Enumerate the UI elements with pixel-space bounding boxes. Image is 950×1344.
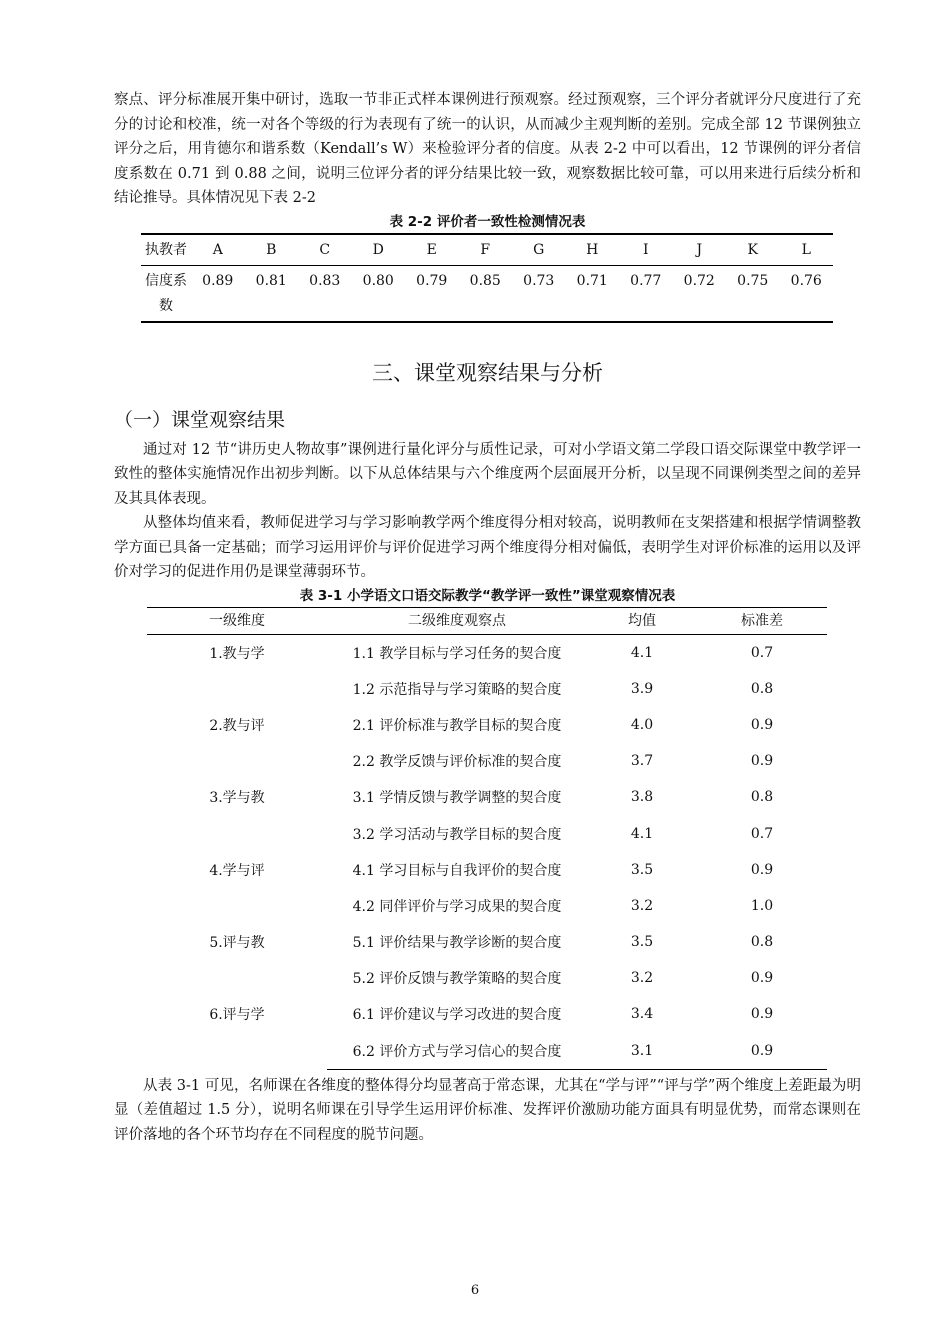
table-row (147, 852, 827, 888)
subsection-title: （一）课堂观察结果 (114, 408, 286, 431)
teacher-cell: J (673, 234, 727, 266)
coefficient-cell: 0.83 (298, 265, 352, 322)
coefficient-cell: 0.85 (459, 265, 513, 322)
teacher-cell: H (566, 234, 620, 266)
teacher-cell: E (405, 234, 459, 266)
table-row (141, 234, 833, 266)
std-dev-cell: 0.8 (750, 934, 774, 951)
teacher-cell: K (726, 234, 780, 266)
table-3-1 (147, 607, 827, 1070)
observation-point-cell: 5.2 评价反馈与教学策略的契合度 (352, 971, 562, 988)
teacher-cell: A (191, 234, 245, 266)
observation-point-cell: 4.1 学习目标与自我评价的契合度 (352, 862, 562, 879)
paragraph-2: 从整体均值来看，教师促进学习与学习影响教学两个维度得分相对较高，说明教师在支架搭建和根据学情调整教学方面已具备一定基础；而学习运用评价与评价促进学习两个维度得分相对偏低，表明学生对评价标准的运用以及评价对学习的促进作用仍是课堂薄弱环节。 (114, 515, 861, 580)
std-dev-cell: 0.7 (750, 825, 774, 842)
mean-cell: 4.1 (630, 825, 654, 842)
std-dev-cell: 0.9 (697, 1033, 827, 1070)
document-page (114, 88, 861, 1147)
dimension-cell: 2.教与评 (209, 717, 265, 734)
std-dev-cell: 0.9 (750, 753, 774, 770)
std-dev-cell: 0.9 (750, 970, 774, 987)
table-row (147, 707, 827, 743)
observation-point-cell: 3.1 学情反馈与教学调整的契合度 (352, 790, 562, 807)
table-2-2 (141, 233, 833, 323)
observation-point-cell: 4.2 同伴评价与学习成果的契合度 (352, 898, 562, 915)
header-observation-point: 二级维度观察点 (327, 607, 587, 634)
dimension-cell: 1.教与学 (209, 645, 265, 662)
std-dev-cell: 0.9 (750, 716, 774, 733)
mean-cell: 3.1 (587, 1033, 697, 1070)
section-title: 三、课堂观察结果与分析 (372, 360, 603, 385)
table-row (147, 996, 827, 1032)
intro-paragraph: 察点、评分标准展开集中研讨，选取一节非正式样本课例进行预观察。经过预观察，三个评分者就评分尺度进行了充分的讨论和校准，统一对各个等级的行为表现有了统一的认识，从而减少主观判断的差别。完成全部 12 节课例独立评分之后，用肯德尔和谐系数（Kendall’s W）来检验评分者的信度。从表 2-2 中可以看出，12 节课例的评分者信度系数在 0.71 到 0.88 之间，说明三位评分者的评分结果比较一致，观察数据比较可靠，可以用来进行后续分析和结论推导。具体情况见下表 2-2 (114, 92, 861, 206)
mean-cell: 3.9 (630, 680, 654, 697)
mean-cell: 4.1 (630, 644, 654, 661)
coefficient-cell: 0.73 (512, 265, 566, 322)
header-std-dev: 标准差 (697, 607, 827, 634)
observation-point-cell: 3.2 学习活动与教学目标的契合度 (352, 826, 562, 843)
paragraph-3: 从表 3-1 可见，名师课在各维度的整体得分均显著高于常态课，尤其在“学与评”“评与学”两个维度上差距最为明显（差值超过 1.5 分），说明名师课在引导学生运用评价标准、发挥评价激励功能方面具有明显优势，而常态课则在评价落地的各个环节均存在不同程度的脱节问题。 (114, 1077, 861, 1143)
observation-point-cell: 6.2 评价方式与学习信心的契合度 (327, 1033, 587, 1070)
table-row (147, 779, 827, 815)
dimension-cell: 4.学与评 (209, 862, 265, 879)
std-dev-cell: 0.7 (750, 644, 774, 661)
observation-point-cell: 1.2 示范指导与学习策略的契合度 (352, 681, 562, 698)
coefficient-cell: 0.80 (352, 265, 406, 322)
mean-cell: 3.4 (630, 1006, 654, 1023)
header-dimension: 一级维度 (147, 607, 327, 634)
table-3-1-caption: 表 3-1 小学语文口语交际教学“教学评一致性”课堂观察情况表 (299, 587, 676, 604)
mean-cell: 3.8 (630, 789, 654, 806)
teacher-cell: G (512, 234, 566, 266)
coefficient-cell: 0.71 (566, 265, 620, 322)
teacher-cell: C (298, 234, 352, 266)
coefficient-cell: 0.75 (726, 265, 780, 322)
table-2-2-caption: 表 2-2 评价者一致性检测情况表 (389, 213, 586, 230)
table-header-row (147, 607, 827, 634)
coefficient-cell: 0.76 (780, 265, 834, 322)
observation-point-cell: 1.1 教学目标与学习任务的契合度 (352, 645, 562, 662)
dimension-cell: 3.学与教 (209, 790, 265, 807)
coefficient-cell: 0.77 (619, 265, 673, 322)
row-label-teacher: 执教者 (141, 234, 191, 266)
mean-cell: 3.2 (630, 897, 654, 914)
mean-cell: 3.2 (630, 970, 654, 987)
table-row (147, 924, 827, 960)
std-dev-cell: 0.9 (750, 861, 774, 878)
mean-cell: 3.5 (630, 861, 654, 878)
coefficient-cell: 0.79 (405, 265, 459, 322)
table-row (147, 634, 827, 671)
observation-point-cell: 5.1 评价结果与教学诊断的契合度 (352, 935, 562, 952)
mean-cell: 4.0 (630, 716, 654, 733)
std-dev-cell: 0.8 (750, 680, 774, 697)
teacher-cell: D (352, 234, 406, 266)
mean-cell: 3.7 (630, 753, 654, 770)
std-dev-cell: 0.8 (750, 789, 774, 806)
std-dev-cell: 1.0 (750, 897, 774, 914)
dimension-cell: 5.评与教 (209, 935, 265, 951)
teacher-cell: F (459, 234, 513, 266)
coefficient-cell: 0.89 (191, 265, 245, 322)
row-label-coefficient: 信度系数 (141, 265, 191, 322)
mean-cell: 3.5 (630, 934, 654, 951)
page-number: 6 (470, 1283, 480, 1298)
paragraph-1: 通过对 12 节“讲历史人物故事”课例进行量化评分与质性记录，可对小学语文第二学段口语交际课堂中教学评一致性的整体实施情况作出初步判断。以下从总体结果与六个维度两个层面展开分析，以呈现不同课例类型之间的差异及其具体表现。 (114, 441, 861, 507)
observation-point-cell: 2.1 评价标准与教学目标的契合度 (352, 717, 562, 734)
teacher-cell: B (245, 234, 299, 266)
coefficient-cell: 0.81 (245, 265, 299, 322)
dimension-cell: 6.评与学 (209, 1007, 265, 1024)
teacher-cell: L (780, 234, 834, 266)
teacher-cell: I (619, 234, 673, 266)
coefficient-cell: 0.72 (673, 265, 727, 322)
observation-point-cell: 6.1 评价建议与学习改进的契合度 (352, 1007, 562, 1024)
header-mean: 均值 (587, 607, 697, 634)
observation-point-cell: 2.2 教学反馈与评价标准的契合度 (352, 754, 562, 771)
std-dev-cell: 0.9 (750, 1006, 774, 1023)
table-row (141, 265, 833, 322)
